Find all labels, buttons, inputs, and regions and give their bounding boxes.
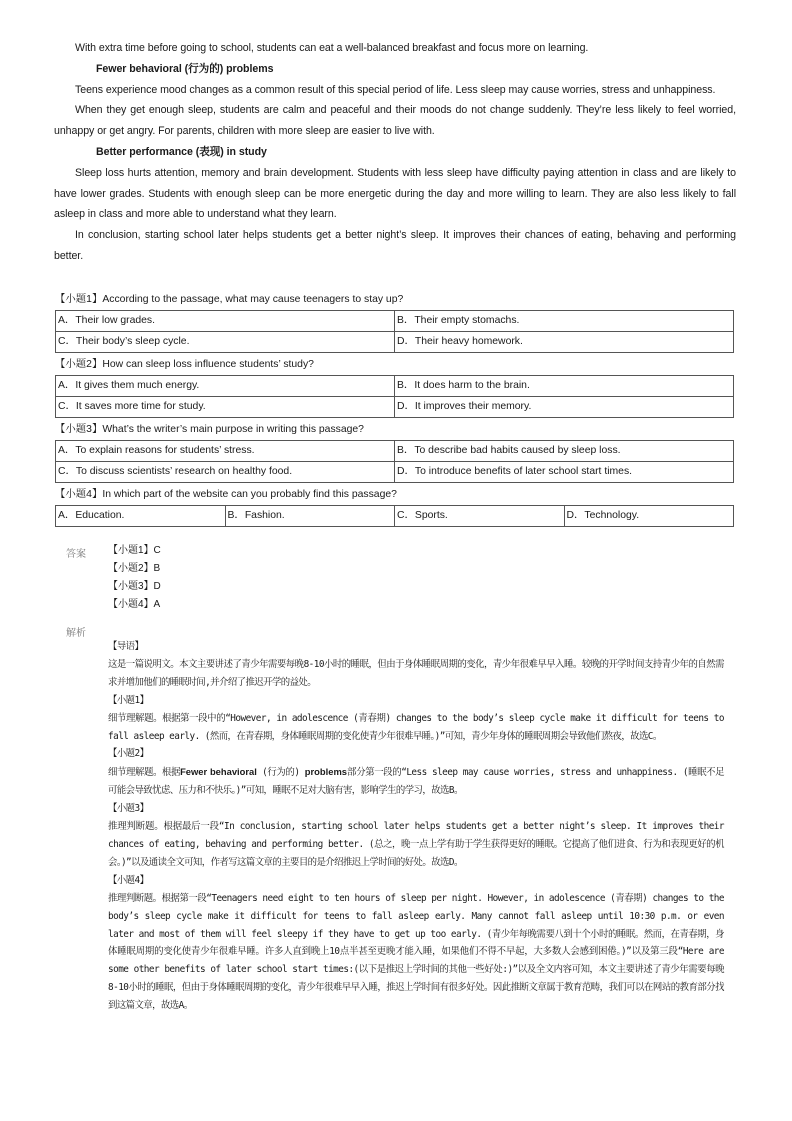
option-b[interactable]: B．It does harm to the brain. bbox=[395, 376, 734, 397]
guide-tag: 【导语】 bbox=[108, 641, 144, 652]
question-title: 【小题3】What’s the writer’s main purpose in writing this passage? bbox=[55, 424, 364, 435]
option-a[interactable]: A．It gives them much energy. bbox=[56, 376, 395, 397]
answer-list bbox=[108, 542, 161, 614]
answer-item: 【小题4】A bbox=[108, 599, 161, 610]
option-b[interactable]: B．Fashion. bbox=[225, 506, 395, 527]
reading-passage bbox=[54, 38, 736, 267]
option-a[interactable]: A．Education. bbox=[56, 506, 226, 527]
q1-analysis-tag: 【小题1】 bbox=[108, 694, 149, 706]
answer-item: 【小题2】B bbox=[108, 563, 161, 574]
option-d[interactable]: D．It improves their memory. bbox=[395, 397, 734, 418]
question-3 bbox=[55, 419, 734, 483]
guide-text: 这是一篇说明文。本文主要讲述了青少年需要每晚8-10小时的睡眠，但由于身体睡眠周期的变化，青少年很难早早入睡。较晚的开学时间支持青少年的自然需求并增加他们的睡眠时间,并介绍了推迟开学的益处。 bbox=[108, 658, 724, 688]
q1-analysis: 细节理解题。根据第一段中的“However, in adolescence (青春期) changes to the body’s sleep cycle make it difficult for teens to fall asleep early. (然而，在青春期，身体睡眠周期的变化使青少年很难早睡。)”可知，青少年身体的睡眠周期会导致他们熬夜，故选C。 bbox=[108, 712, 724, 742]
answer-label: 答案 bbox=[66, 549, 86, 560]
question-title: 【小题2】How can sleep loss influence students’ study? bbox=[55, 359, 314, 370]
option-c[interactable]: C．Their body’s sleep cycle. bbox=[56, 332, 395, 353]
option-d[interactable]: D．Technology. bbox=[564, 506, 734, 527]
section-heading: Better performance (表现) in study bbox=[96, 145, 267, 158]
option-a[interactable]: A．To explain reasons for students’ stress. bbox=[56, 441, 395, 462]
question-4 bbox=[55, 484, 734, 527]
q2-analysis-bold: Fewer behavioral bbox=[180, 766, 257, 778]
q2-analysis-bold: problems bbox=[304, 766, 347, 778]
passage-paragraph: With extra time before going to school, students can eat a well-balanced breakfast and focus more on learning. bbox=[75, 42, 589, 54]
analysis-section bbox=[108, 638, 724, 1015]
question-1 bbox=[55, 289, 734, 353]
passage-paragraph: When they get enough sleep, students are calm and peaceful and their moods do not change suddenly. They’re less likely to feel worried, unhappy or get angry. For parents, children with more sleep are easier to live with. bbox=[54, 104, 736, 138]
option-b[interactable]: B．Their empty stomachs. bbox=[395, 311, 734, 332]
option-a[interactable]: A．Their low grades. bbox=[56, 311, 395, 332]
q4-analysis-tag: 【小题4】 bbox=[108, 874, 149, 886]
question-2 bbox=[55, 354, 734, 418]
answer-item: 【小题3】D bbox=[108, 581, 161, 592]
options-table bbox=[55, 310, 734, 353]
option-c[interactable]: C．To discuss scientists’ research on healthy food. bbox=[56, 462, 395, 483]
passage-paragraph: In conclusion, starting school later helps students get a better night’s sleep. It improves their chances of eating, behaving and performing better. bbox=[54, 229, 736, 262]
q2-analysis-mid: (行为的) bbox=[256, 767, 305, 779]
options-table bbox=[55, 440, 734, 483]
option-c[interactable]: C．It saves more time for study. bbox=[56, 397, 395, 418]
q2-analysis-prefix: 细节理解题。根据 bbox=[108, 767, 181, 779]
option-c[interactable]: C．Sports. bbox=[395, 506, 565, 527]
answer-item: 【小题1】C bbox=[108, 545, 161, 556]
section-heading: Fewer behavioral (行为的) problems bbox=[96, 62, 274, 75]
q2-analysis-rest: 部分第一段的“Less sleep may cause worries, stress and unhappiness. (睡眠不足可能会导致忧虑、压力和不快乐。)”可知，睡眠不足对大脑有害，影响学生的学习，故选B。 bbox=[108, 767, 724, 797]
q2-analysis bbox=[108, 763, 724, 800]
passage-paragraph: Teens experience mood changes as a common result of this special period of life. Less sleep may cause worries, stress and unhappiness. bbox=[75, 83, 716, 96]
question-title: 【小题1】According to the passage, what may cause teenagers to stay up? bbox=[55, 294, 404, 305]
question-title: 【小题4】In which part of the website can you probably find this passage? bbox=[55, 489, 397, 500]
q2-analysis-tag: 【小题2】 bbox=[108, 748, 149, 760]
q4-analysis: 推理判断题。根据第一段“Teenagers need eight to ten hours of sleep per night. However, in adolescence (青春期) changes to the body’s sleep cycle make it difficult for teens to fall asleep early. Many cannot fall asleep until 10:30 p.m. or even later and most of them will feel sleepy if they have to get up too early. (青少年每晚需要八到十个小时的睡眠。然而，在青春期，身体睡眠周期的变化使青少年很难早睡。许多人直到晚上10点半甚至更晚才能入睡，如果他们不得不早起，大多数人会感到困倦。)”以及第三段“Here are some other benefits of later school start times:(以下是推迟上学时间的其他一些好处:)”以及全文内容可知，本文主要讲述了青少年需要每晚8-10小时的睡眠，但由于身体睡眠周期的变化，青少年很难早早入睡，推迟上学时间有很多好处。因此推断文章属于教育范畴，我们可以在网站的教育部分找到这篇文章，故选A。 bbox=[108, 892, 724, 1012]
options-table bbox=[55, 375, 734, 418]
options-table bbox=[55, 505, 734, 527]
option-d[interactable]: D．Their heavy homework. bbox=[395, 332, 734, 353]
passage-paragraph: Sleep loss hurts attention, memory and brain development. Students with less sleep have difficulty paying attention in class and are likely to have lower grades. Students with enough sleep can be more energetic during the day and more willing to learn. They are also less likely to fall asleep in class and more able to understand what they learn. bbox=[54, 166, 736, 221]
option-b[interactable]: B．To describe bad habits caused by sleep loss. bbox=[395, 441, 734, 462]
option-d[interactable]: D．To introduce benefits of later school start times. bbox=[395, 462, 734, 483]
q3-analysis: 推理判断题。根据最后一段“In conclusion, starting school later helps students get a better night’s sleep. It improves their chances of eating, behaving and performing better. (总之，晚一点上学有助于学生获得更好的睡眠。它提高了他们进食、行为和表现更好的机会。)”以及通读全文可知，作者写这篇文章的主要目的是介绍推迟上学时间的好处。故选D。 bbox=[108, 821, 724, 868]
analysis-label: 解析 bbox=[66, 628, 86, 639]
q3-analysis-tag: 【小题3】 bbox=[108, 803, 149, 815]
